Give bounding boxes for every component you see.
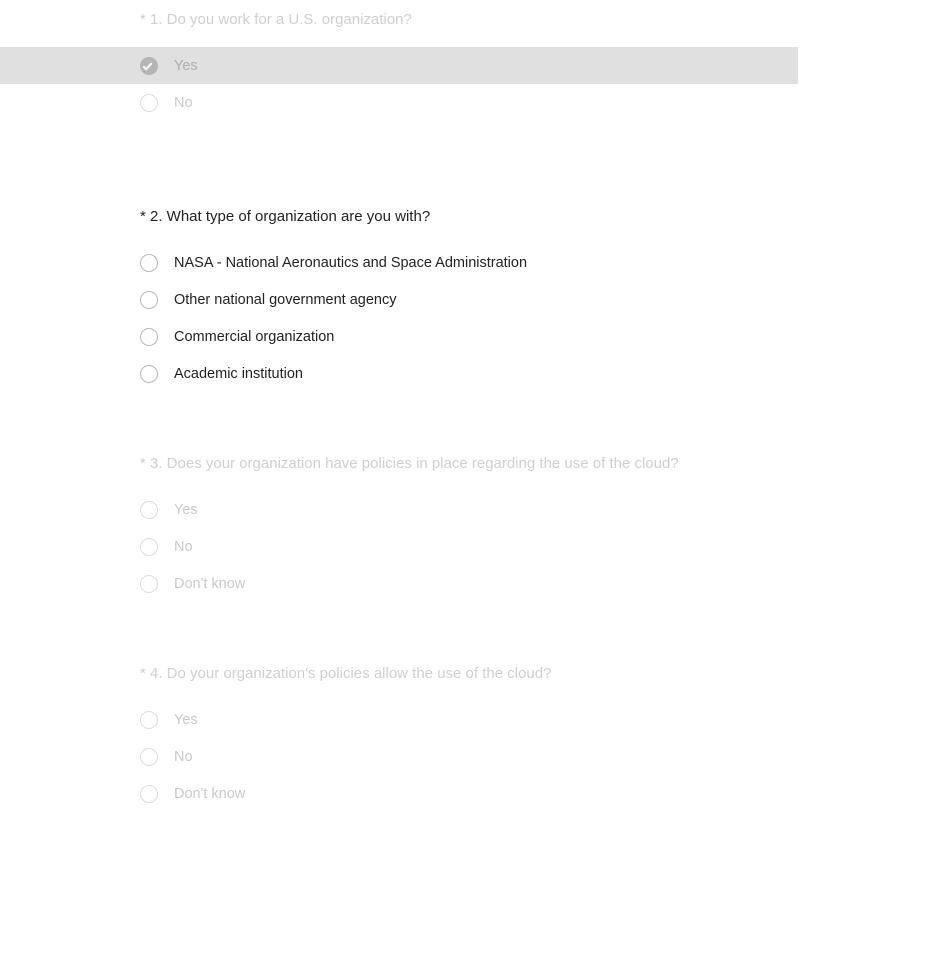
option-row-2-commercial[interactable] [0, 318, 941, 355]
option-row-1-no[interactable] [0, 84, 941, 121]
radio-icon[interactable] [140, 501, 158, 519]
question-block-4 [0, 664, 941, 812]
question-title-2: * 2. What type of organization are you with? [140, 208, 431, 225]
radio-icon[interactable] [140, 94, 158, 112]
question-block-1 [0, 10, 941, 121]
option-label: Don't know [174, 575, 246, 592]
question-2-options [0, 244, 941, 392]
option-row-3-dont-know[interactable] [0, 565, 941, 602]
option-label: No [174, 748, 193, 765]
option-row-4-dont-know[interactable] [0, 775, 941, 812]
question-title-4: * 4. Do your organization's policies allow the use of the cloud? [140, 665, 552, 682]
radio-icon[interactable] [140, 254, 158, 272]
question-title-1: * 1. Do you work for a U.S. organization? [140, 11, 412, 28]
option-label: Academic institution [174, 365, 303, 382]
option-row-3-no[interactable] [0, 528, 941, 565]
option-label: No [174, 94, 193, 111]
radio-checked-icon[interactable] [140, 57, 158, 75]
radio-icon[interactable] [140, 538, 158, 556]
question-4-options [0, 701, 941, 812]
radio-icon[interactable] [140, 785, 158, 803]
option-row-2-other-gov[interactable] [0, 281, 941, 318]
radio-icon[interactable] [140, 748, 158, 766]
option-row-4-no[interactable] [0, 738, 941, 775]
option-label: Yes [174, 711, 198, 728]
radio-icon[interactable] [140, 291, 158, 309]
question-3-options [0, 491, 941, 602]
option-label: No [174, 538, 193, 555]
radio-icon[interactable] [140, 365, 158, 383]
option-row-4-yes[interactable] [0, 701, 941, 738]
option-label: NASA - National Aeronautics and Space Administration [174, 254, 528, 271]
option-row-2-nasa[interactable] [0, 244, 941, 281]
option-label: Other national government agency [174, 291, 397, 308]
option-label: Yes [174, 57, 198, 74]
option-row-2-academic[interactable] [0, 355, 941, 392]
question-1-options [0, 47, 941, 121]
option-label: Don't know [174, 785, 246, 802]
option-row-3-yes[interactable] [0, 491, 941, 528]
question-block-2 [0, 207, 941, 392]
section-spacer [0, 121, 941, 207]
question-block-3 [0, 454, 941, 602]
section-spacer [0, 602, 941, 664]
option-row-1-yes[interactable] [0, 47, 798, 84]
radio-icon[interactable] [140, 575, 158, 593]
radio-icon[interactable] [140, 328, 158, 346]
option-label: Commercial organization [174, 328, 335, 345]
option-label: Yes [174, 501, 198, 518]
section-spacer [0, 392, 941, 454]
question-title-3: * 3. Does your organization have policies in place regarding the use of the cloud? [140, 455, 679, 472]
radio-icon[interactable] [140, 711, 158, 729]
